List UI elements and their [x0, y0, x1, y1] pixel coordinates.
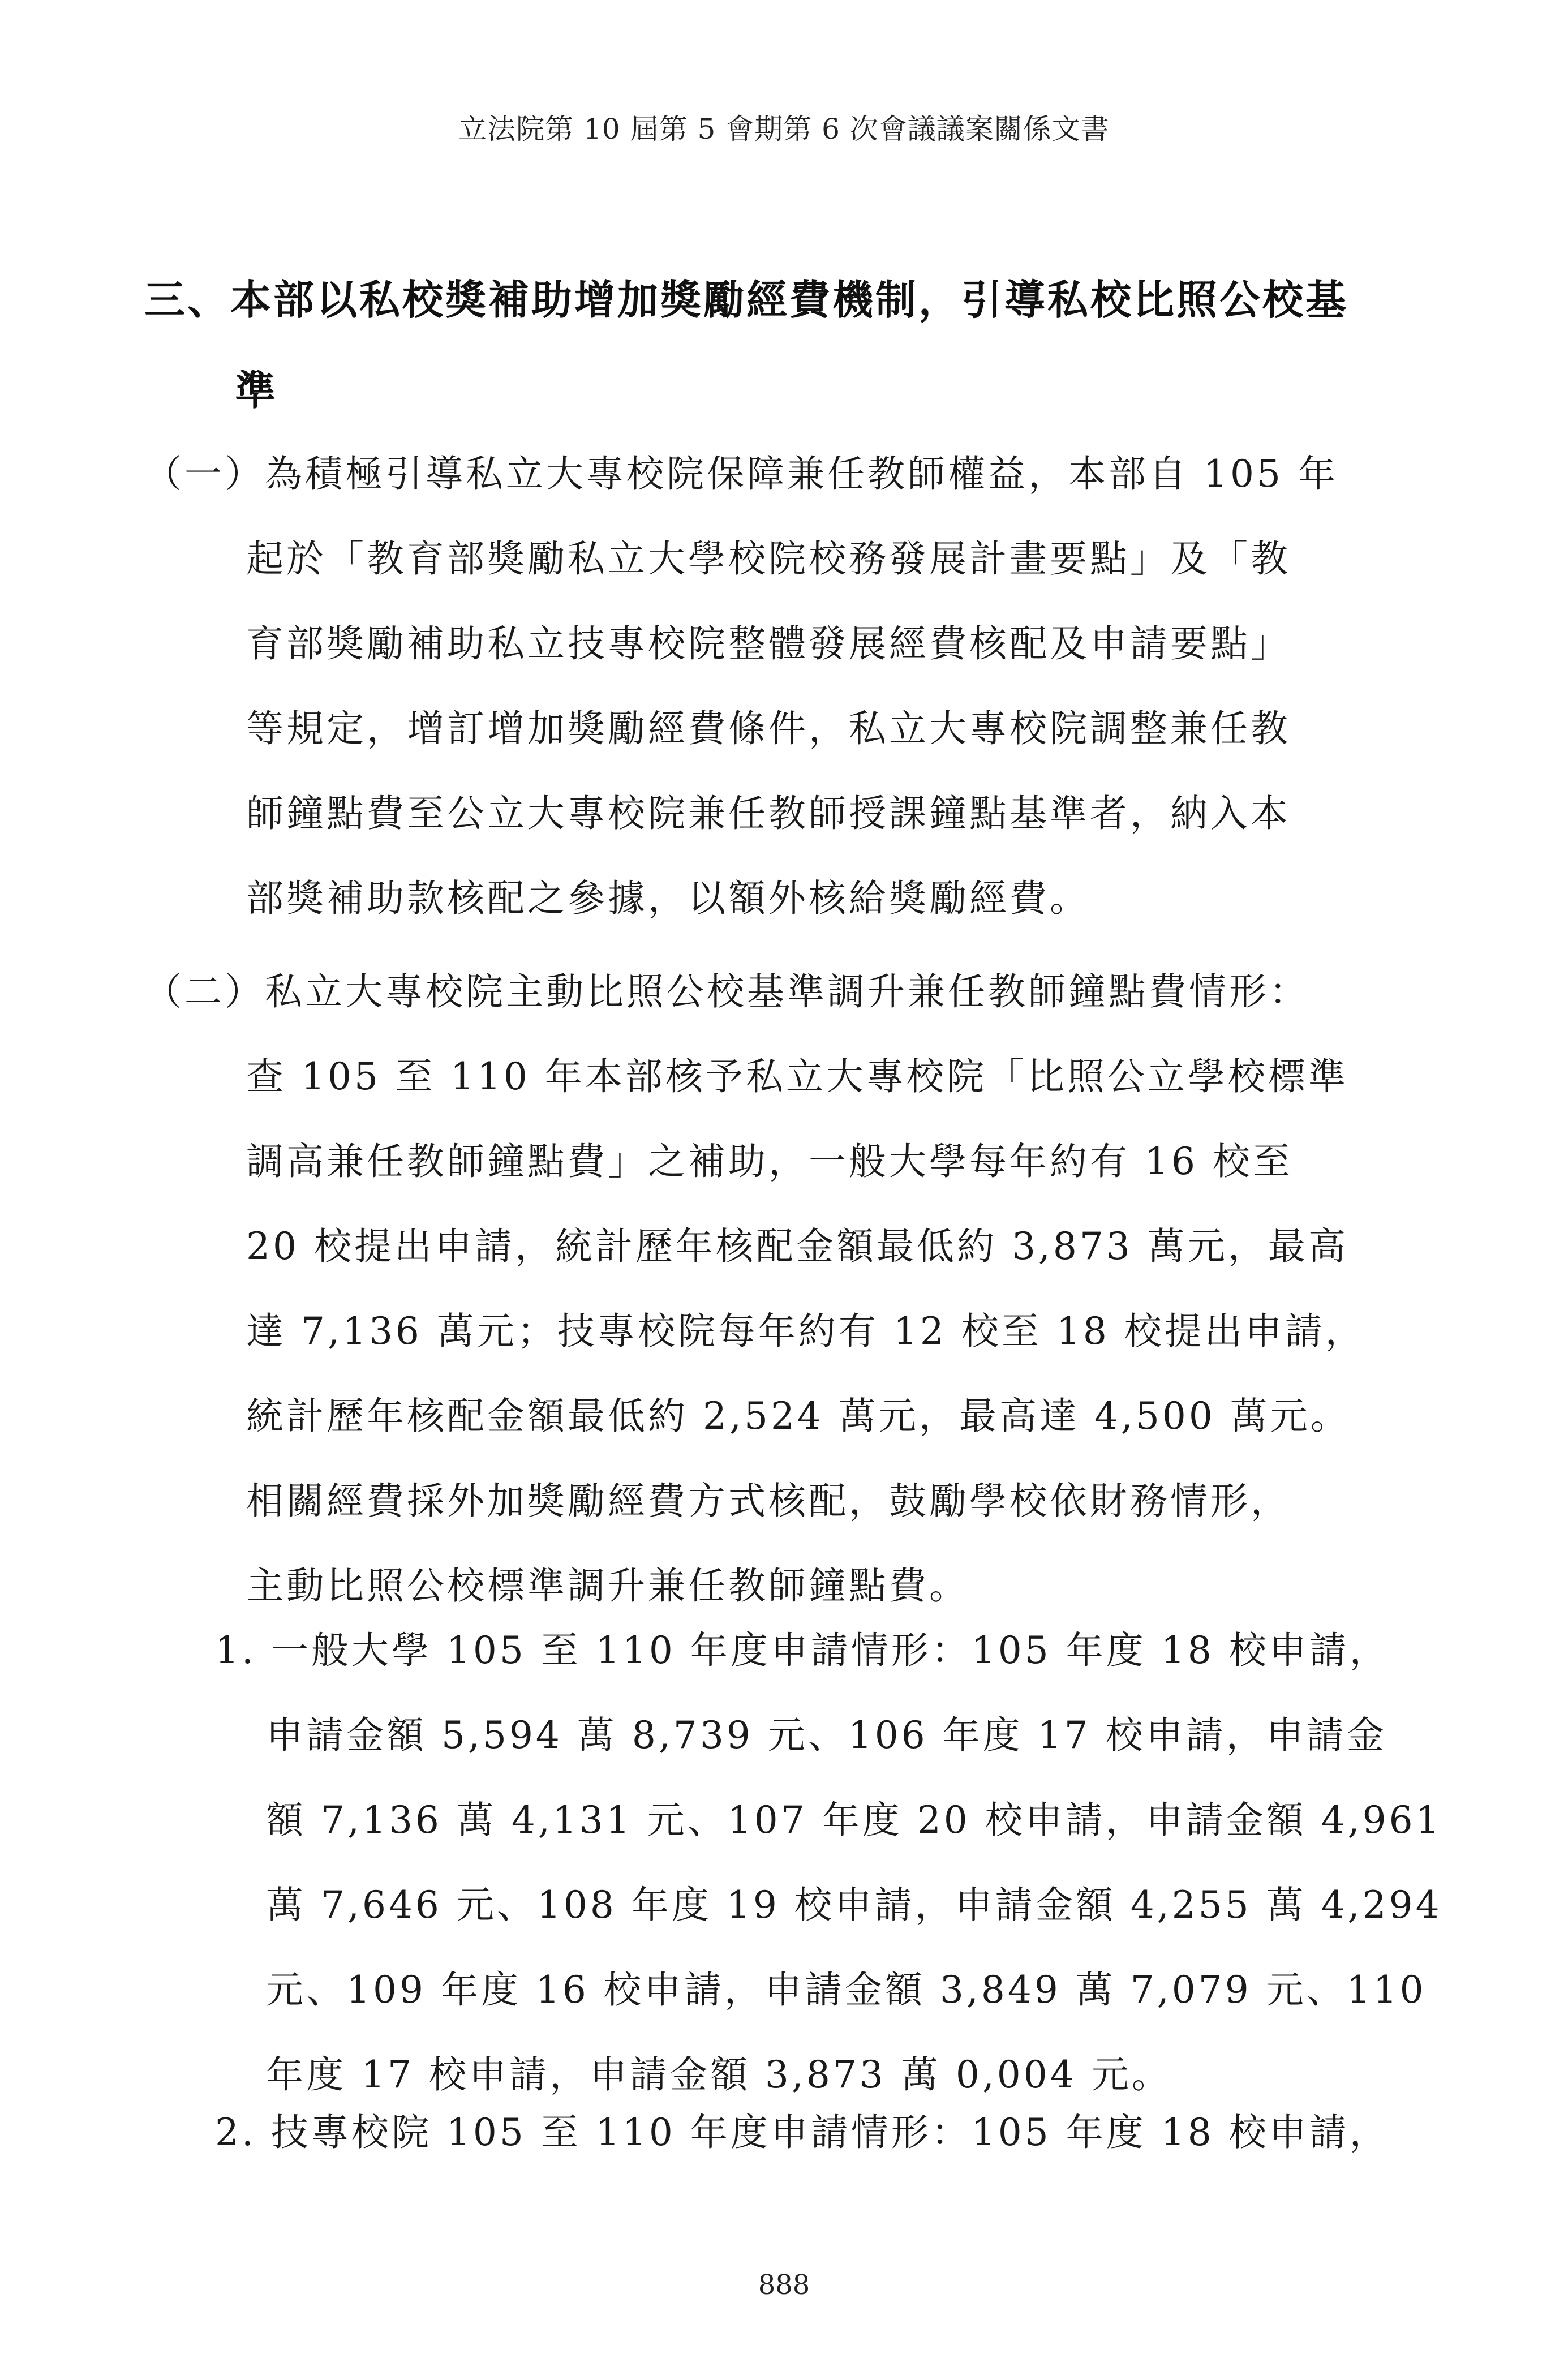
- paragraph-line: 主動比照公校標準調升兼任教師鐘點費。: [246, 1564, 969, 1608]
- list-item-line: 申請金額 5,594 萬 8,739 元、106 年度 17 校申請，申請金: [266, 1713, 1387, 1757]
- paragraph-line: 調高兼任教師鐘點費」之補助，一般大學每年約有 16 校至: [246, 1140, 1293, 1183]
- page-number: 888: [758, 2269, 810, 2301]
- paragraph-line: 起於「教育部獎勵私立大學校院校務發展計畫要點」及「教: [246, 537, 1291, 581]
- paragraph-line: 相關經費採外加獎勵經費方式核配，鼓勵學校依財務情形，: [246, 1479, 1291, 1523]
- paragraph-line: 部獎補助款核配之參據，以額外核給獎勵經費。: [246, 877, 1090, 920]
- paragraph-one: [144, 432, 1429, 941]
- list-item-line: 元、109 年度 16 校申請，申請金額 3,849 萬 7,079 元、110: [266, 1968, 1427, 2012]
- list-item-line: 年度 17 校申請，申請金額 3,873 萬 0,004 元。: [266, 2053, 1172, 2097]
- list-item-line: 萬 7,646 元、108 年度 19 校申請，申請金額 4,255 萬 4,294: [266, 1883, 1442, 1927]
- list-item-line: 2. 技專校院 105 至 110 年度申請情形：105 年度 18 校申請，: [215, 2111, 1390, 2154]
- list-item-two: [215, 2090, 1432, 2175]
- paragraph-line: 育部獎勵補助私立技專校院整體發展經費核配及申請要點」: [246, 622, 1291, 665]
- paragraph-line: （二）私立大專校院主動比照公校基準調升兼任教師鐘點費情形：: [144, 970, 1309, 1013]
- paragraph-two: [144, 950, 1429, 1629]
- paragraph-line: 查 105 至 110 年本部核予私立大專校院「比照公立學校標準: [246, 1055, 1348, 1098]
- heading-line: 三、本部以私校獎補助增加獎勵經費機制，引導私校比照公校基: [144, 276, 1349, 324]
- list-item-one: [215, 1608, 1442, 2117]
- document-header: 立法院第 10 屆第 5 會期第 6 次會議議案關係文書: [458, 113, 1110, 145]
- list-item-line: 額 7,136 萬 4,131 元、107 年度 20 校申請，申請金額 4,961: [266, 1798, 1442, 1842]
- paragraph-line: 統計歷年核配金額最低約 2,524 萬元，最高達 4,500 萬元。: [246, 1394, 1351, 1438]
- paragraph-line: 達 7,136 萬元；技專校院每年約有 12 校至 18 校提出申請，: [246, 1309, 1365, 1353]
- paragraph-line: （一）為積極引導私立大專校院保障兼任教師權益，本部自 105 年: [144, 452, 1338, 496]
- paragraph-line: 20 校提出申請，統計歷年核配金額最低約 3,873 萬元，最高: [246, 1225, 1348, 1268]
- paragraph-line: 師鐘點費至公立大專校院兼任教師授課鐘點基準者，納入本: [246, 792, 1291, 835]
- list-item-line: 1. 一般大學 105 至 110 年度申請情形：105 年度 18 校申請，: [215, 1629, 1390, 1672]
- paragraph-line: 等規定，增訂增加獎勵經費條件，私立大專校院調整兼任教: [246, 707, 1291, 750]
- section-heading: [144, 255, 1417, 436]
- heading-line: 準: [235, 366, 278, 414]
